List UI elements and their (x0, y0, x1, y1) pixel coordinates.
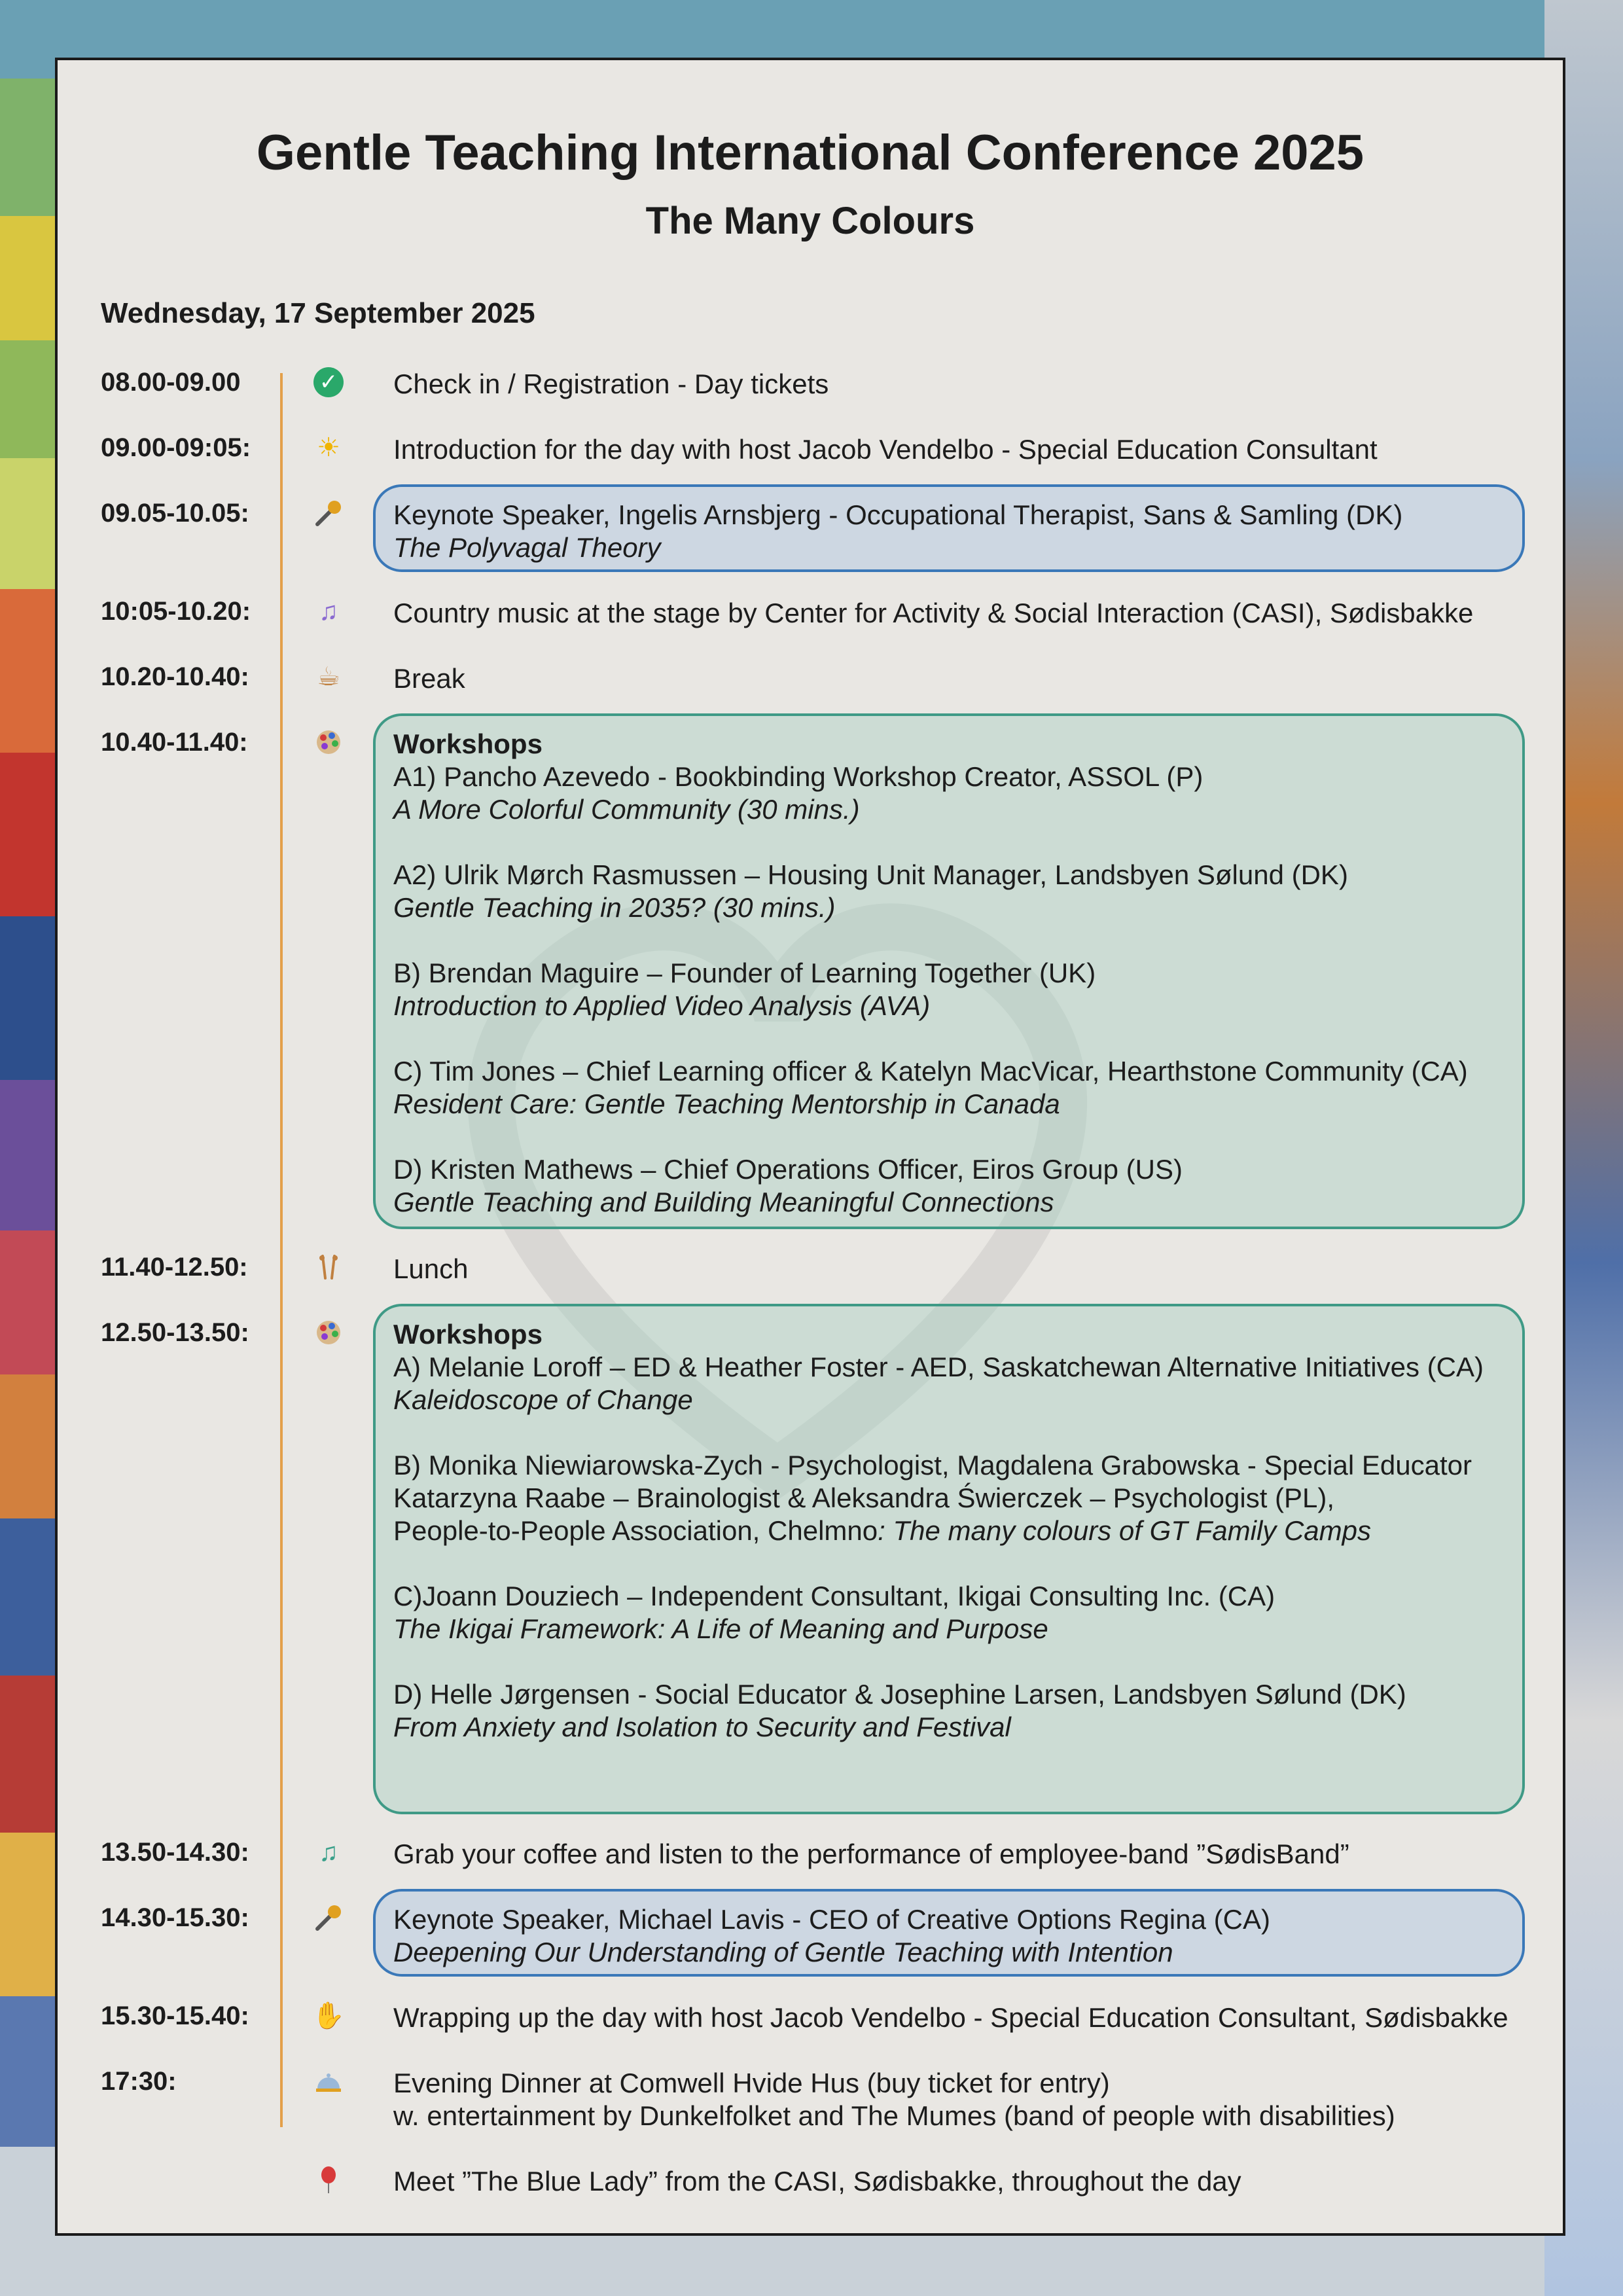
workshop-title: Resident Care: Gentle Teaching Mentorship in Canada (393, 1088, 1060, 1119)
workshop-line: A) Melanie Loroff – ED & Heather Foster - AED, Saskatchewan Alternative Initiatives (CA) (393, 1352, 1484, 1382)
workshop-title: : The many colours of GT Family Camps (878, 1515, 1371, 1546)
item-text: Break (393, 663, 465, 694)
workshop-line: D) Helle Jørgensen - Social Educator & Josephine Larsen, Landsbyen Sølund (DK) (393, 1679, 1406, 1710)
event-date: Wednesday, 17 September 2025 (101, 297, 535, 329)
workshop-line: A1) Pancho Azevedo - Bookbinding Workshop Creator, ASSOL (P) (393, 761, 1204, 792)
time-label: 14.30-15.30: (101, 1903, 249, 1932)
workshop-line: B) Monika Niewiarowska-Zych - Psychologist, Magdalena Grabowska - Special Educator (393, 1450, 1472, 1480)
time-label: 10.40-11.40: (101, 728, 248, 757)
time-label: 12.50-13.50: (101, 1318, 249, 1347)
workshop-line: A2) Ulrik Mørch Rasmussen – Housing Unit Manager, Landsbyen Sølund (DK) (393, 859, 1348, 890)
cutlery-icon (312, 1250, 346, 1284)
keynote-title: The Polyvagal Theory (393, 532, 661, 563)
program-card (55, 58, 1565, 2236)
time-label: 10:05-10.20: (101, 597, 251, 626)
music-notes-icon: ♫ (319, 1838, 338, 1867)
item-text: Lunch (393, 1253, 469, 1284)
time-label: 11.40-12.50: (101, 1253, 248, 1282)
time-label: 08.00-09.00 (101, 368, 241, 397)
workshop-line: People-to-People Association, Chelmno (393, 1515, 878, 1546)
microphone-icon (312, 1901, 346, 1935)
palette-icon (312, 725, 346, 759)
time-label: 13.50-14.30: (101, 1838, 249, 1867)
cloche-icon (312, 2064, 346, 2098)
item-text: Introduction for the day with host Jacob Vendelbo - Special Education Consultant (393, 434, 1378, 465)
palette-icon (312, 1316, 346, 1350)
workshop-line: B) Brendan Maguire – Founder of Learning Together (UK) (393, 958, 1096, 988)
coffee-icon: ☕ (317, 662, 340, 691)
time-label: 17:30: (101, 2067, 177, 2096)
timeline-line (280, 373, 283, 2127)
workshops-heading: Workshops (393, 728, 543, 759)
item-text: Wrapping up the day with host Jacob Vendelbo - Special Education Consultant, Sødisbakke (393, 2002, 1508, 2033)
time-label: 10.20-10.40: (101, 662, 249, 691)
sun-icon: ☀ (317, 433, 340, 462)
workshop-title: Kaleidoscope of Change (393, 1384, 693, 1415)
workshop-title: The Ikigai Framework: A Life of Meaning and Purpose (393, 1613, 1048, 1644)
balloon-icon (312, 2162, 346, 2197)
time-label: 09.00-09:05: (101, 433, 251, 462)
workshop-line: C) Tim Jones – Chief Learning officer & Katelyn MacVicar, Hearthstone Community (CA) (393, 1056, 1468, 1086)
workshop-title: Gentle Teaching in 2035? (30 mins.) (393, 892, 836, 923)
page-title: Gentle Teaching International Conference 2025 (256, 125, 1364, 181)
keynote-title: Deepening Our Understanding of Gentle Teaching with Intention (393, 1937, 1173, 1967)
item-text-secondary: w. entertainment by Dunkelfolket and The Mumes (band of people with disabilities) (393, 2100, 1395, 2131)
item-text: Evening Dinner at Comwell Hvide Hus (buy ticket for entry) (393, 2068, 1110, 2098)
clapping-hands-icon: ✋ (312, 2001, 345, 2030)
music-notes-icon: ♫ (319, 597, 338, 626)
workshop-line: Katarzyna Raabe – Brainologist & Aleksandra Świerczek – Psychologist (PL), (393, 1482, 1335, 1513)
workshop-title: Gentle Teaching and Building Meaningful Connections (393, 1187, 1054, 1217)
keynote-speaker: Keynote Speaker, Michael Lavis - CEO of Creative Options Regina (CA) (393, 1904, 1270, 1935)
workshop-title: From Anxiety and Isolation to Security and Festival (393, 1712, 1011, 1742)
workshop-title: Introduction to Applied Video Analysis (AVA) (393, 990, 931, 1021)
item-text: Country music at the stage by Center for Activity & Social Interaction (CASI), Sødisbakke (393, 598, 1474, 628)
workshop-line: C)Joann Douziech – Independent Consultant, Ikigai Consulting Inc. (CA) (393, 1581, 1275, 1611)
item-text: Meet ”The Blue Lady” from the CASI, Sødisbakke, throughout the day (393, 2166, 1241, 2197)
workshop-title: A More Colorful Community (30 mins.) (393, 794, 860, 825)
keynote-speaker: Keynote Speaker, Ingelis Arnsbjerg - Occupational Therapist, Sans & Samling (DK) (393, 499, 1403, 530)
item-text: Grab your coffee and listen to the performance of employee-band ”SødisBand” (393, 1839, 1349, 1869)
time-label: 15.30-15.40: (101, 2001, 249, 2030)
microphone-icon (312, 496, 346, 530)
check-icon: ✓ (312, 365, 346, 399)
workshop-line: D) Kristen Mathews – Chief Operations Officer, Eiros Group (US) (393, 1154, 1183, 1185)
time-label: 09.05-10.05: (101, 499, 249, 528)
item-text: Check in / Registration - Day tickets (393, 368, 829, 399)
page-subtitle: The Many Colours (645, 200, 975, 242)
workshops-heading: Workshops (393, 1319, 543, 1350)
